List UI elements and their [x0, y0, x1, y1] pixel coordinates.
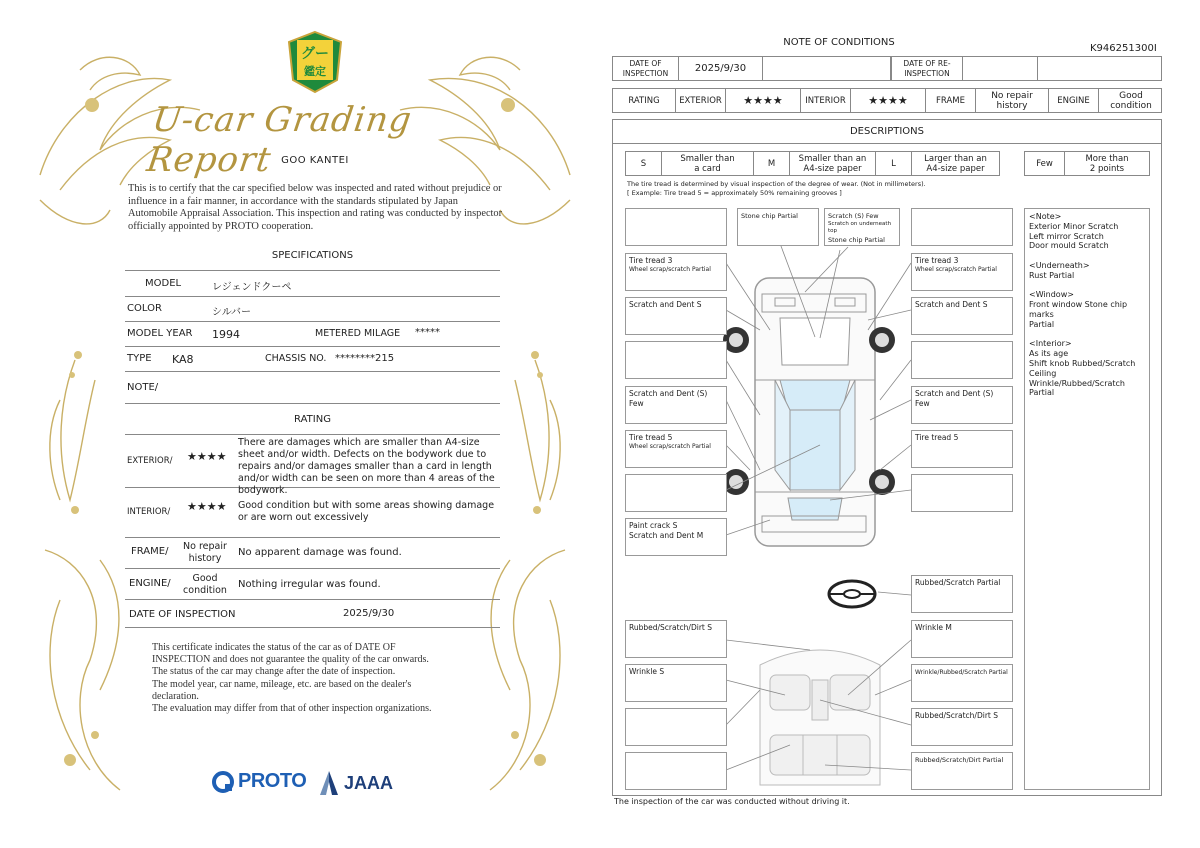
note-line: Ceiling — [1029, 368, 1057, 378]
note-spacer — [1029, 251, 1145, 261]
note-box-empty — [625, 208, 727, 246]
note-box-scratch-dent-few-left — [625, 386, 727, 424]
rating-row-exterior — [125, 436, 500, 496]
note-label: NOTE/ — [127, 382, 159, 393]
bottom-note: The inspection of the car was conducted without driving it. — [614, 797, 850, 806]
box-text: Tire tread 5 — [629, 433, 673, 442]
note-box-ceiling — [911, 620, 1013, 658]
box-subtext: Wheel scrap/scratch Partial — [915, 266, 997, 273]
tire-note-line: The tire tread is determined by visual inspection of the degree of wear. (Not in millimeters). — [627, 180, 926, 188]
rating-row-engine — [125, 569, 500, 600]
box-subtext: Wheel scrap/scratch Partial — [629, 266, 711, 273]
box-subtext: Scratch on underneath top — [828, 221, 892, 234]
notes-panel — [1024, 208, 1150, 790]
svg-text:グー: グー — [301, 46, 329, 62]
legend-key-l: L — [876, 152, 912, 175]
exterior-stars: ★★★★ — [726, 89, 801, 112]
box-text: Tire tread 3 — [915, 256, 959, 265]
frame-value: No repair history — [976, 89, 1049, 112]
note-line: Left mirror Scratch — [1029, 231, 1104, 241]
interior-stars: ★★★★ — [851, 89, 926, 112]
interior-label: INTERIOR/ — [127, 507, 171, 517]
engine-label: ENGINE/ — [129, 578, 171, 589]
box-text: Wrinkle/Rubbed/Scratch Partial — [915, 669, 1008, 676]
goo-kantei-logo — [285, 30, 345, 95]
note-box-empty — [625, 708, 727, 746]
note-line: <Window> — [1029, 290, 1074, 300]
mileage-label: METERED MILAGE — [315, 328, 401, 339]
certificate-subtitle: GOO KANTEI — [281, 155, 349, 166]
specifications-heading: SPECIFICATIONS — [271, 250, 354, 261]
note-line: Front window Stone chip marks — [1029, 300, 1128, 319]
legend-key-few: Few — [1025, 152, 1065, 175]
legend-text-l: Larger than an A4-size paper — [924, 153, 987, 174]
note-box-front-seat — [625, 664, 727, 702]
reinspection-label: DATE OF RE-INSPECTION — [891, 57, 963, 80]
note-line: <Note> — [1029, 212, 1062, 221]
frame-description: No apparent damage was found. — [238, 547, 402, 558]
legend-key-m: M — [754, 152, 790, 175]
note-box-tire-rear-left — [625, 430, 727, 468]
spec-row-color — [125, 297, 500, 322]
box-text: Rubbed/Scratch/Dirt Partial — [915, 756, 1004, 764]
date-label: DATE OF INSPECTION — [129, 609, 236, 620]
interior-description: Good condition but with some areas showing damage or are worn out excessively — [238, 500, 495, 523]
box-text: Rubbed/Scratch Partial — [915, 578, 1001, 587]
jaaa-icon — [318, 770, 340, 796]
chassis-value: ********215 — [335, 353, 395, 364]
footer-line: The model year, car name, mileage, etc. are based on the dealer's — [152, 678, 412, 690]
note-line: As its age — [1029, 349, 1069, 359]
proto-logo — [212, 770, 306, 793]
rating-row-frame — [125, 538, 500, 569]
box-text: Tire tread 5 — [915, 433, 959, 442]
date-value: 2025/9/30 — [343, 608, 395, 619]
rating-heading: RATING — [294, 414, 331, 425]
tire-note-line: [ Example: Tire tread 5 = approximately 50% remaining grooves ] — [627, 189, 842, 197]
exterior-description: There are damages which are smaller than A4-size sheet and/or width. Defects on the bodywork due to repairs and/or damages smaller than a card in length and/or width can be seen on more than 4 areas of the bodywork. — [238, 437, 495, 496]
note-box-scratch-dent-few-right — [911, 386, 1013, 424]
note-box-door-trim — [911, 664, 1013, 702]
box-text: Scratch and Dent (S) Few — [915, 389, 994, 408]
interior-label: INTERIOR — [801, 89, 851, 112]
legend-text-few: More than 2 points — [1085, 153, 1129, 174]
note-box-scratch-dent-right — [911, 297, 1013, 335]
box-text: Wrinkle M — [915, 623, 952, 632]
note-line: <Interior> — [1029, 339, 1072, 349]
spec-row-type — [125, 347, 500, 372]
rating-label: RATING — [613, 89, 676, 112]
jaaa-wordmark: JAAA — [344, 772, 394, 793]
box-text: Scratch and Dent S — [629, 300, 702, 309]
sheet-title: NOTE OF CONDITIONS — [783, 37, 895, 48]
box-text: Rubbed/Scratch/Dirt S — [915, 711, 998, 720]
mileage-value: ***** — [415, 327, 440, 338]
exterior-label: EXTERIOR/ — [127, 456, 173, 466]
note-box-empty — [625, 474, 727, 512]
footer-line: The status of the car may change after the date of inspection. — [152, 666, 396, 678]
legend-key-s: S — [626, 152, 662, 175]
exterior-label: EXTERIOR — [676, 89, 726, 112]
date-of-inspection-value: 2025/9/30 — [679, 57, 763, 80]
spec-row-note — [125, 372, 500, 404]
descriptions-heading: DESCRIPTIONS — [613, 120, 1161, 144]
note-line: Wrinkle/Rubbed/Scratch — [1029, 378, 1125, 388]
spec-row-year — [125, 322, 500, 347]
note-line: Partial — [1029, 388, 1055, 398]
frame-value: No repair history — [183, 541, 227, 564]
model-label: MODEL — [145, 278, 182, 289]
note-line: Exterior Minor Scratch — [1029, 221, 1119, 231]
note-box-empty — [625, 341, 727, 379]
engine-description: Nothing irregular was found. — [238, 579, 381, 590]
footer-line: INSPECTION and does not guarantee the quality of the car onwards. — [152, 654, 429, 666]
model-year-value: 1994 — [212, 328, 240, 341]
note-line: Rust Partial — [1029, 270, 1075, 280]
type-value: KA8 — [172, 353, 194, 366]
note-box-empty — [911, 474, 1013, 512]
chassis-label: CHASSIS NO. — [265, 353, 327, 364]
legend-text-s: Smaller than a card — [662, 152, 754, 175]
certificate-title: U-car Grading Report — [144, 100, 415, 180]
note-spacer — [1029, 281, 1145, 291]
color-label: COLOR — [127, 303, 162, 314]
box-text: Paint crack S — [629, 521, 678, 530]
note-box-stone-chip — [737, 208, 819, 246]
date-row — [125, 600, 500, 628]
box-text: Tire tread 3 — [629, 256, 673, 265]
note-line: Shift knob Rubbed/Scratch — [1029, 358, 1136, 368]
box-text: Wrinkle S — [629, 667, 665, 676]
engine-value: Good condition — [183, 573, 227, 596]
certificate-footer — [152, 642, 492, 715]
box-text: Stone chip Partial — [741, 212, 798, 220]
type-label: TYPE — [127, 353, 152, 364]
note-box-dashboard — [625, 620, 727, 658]
box-text: Scratch and Dent (S) Few — [629, 389, 708, 408]
engine-label: ENGINE — [1049, 89, 1099, 112]
proto-wordmark: PROTO — [238, 770, 307, 792]
box-text: Rubbed/Scratch/Dirt S — [629, 623, 712, 632]
note-box-empty — [911, 341, 1013, 379]
box-text: Scratch and Dent S — [915, 300, 988, 309]
footer-line: declaration. — [152, 690, 199, 702]
svg-text:鑑定: 鑑定 — [304, 65, 326, 78]
jaaa-logo — [318, 770, 393, 796]
note-box-rear — [625, 518, 727, 556]
note-box-tire-front-right — [911, 253, 1013, 291]
divider — [125, 270, 500, 271]
proto-icon — [212, 771, 234, 793]
footer-line: The evaluation may differ from that of other inspection organizations. — [152, 703, 432, 715]
spec-row-model — [125, 272, 500, 297]
note-box-scratch-dent-left — [625, 297, 727, 335]
model-value: レジェンドクーペ — [212, 282, 292, 293]
box-subtext: Wheel scrap/scratch Partial — [629, 443, 711, 450]
exterior-stars: ★★★★ — [187, 450, 227, 463]
note-box-rear-seat — [911, 752, 1013, 790]
interior-stars: ★★★★ — [187, 500, 227, 513]
note-spacer — [1029, 330, 1145, 340]
frame-label: FRAME — [926, 89, 976, 112]
certificate-intro: This is to certify that the car specified below was inspected and rated without prejudice or influence in a fair manner, in accordance with the standards stipulated by Japan Automobile Appraisal Association. This inspection and rating was conducted by inspector officially appointed by PROTO cooperation. — [128, 183, 503, 232]
rating-row-interior — [125, 488, 500, 538]
model-year-label: MODEL YEAR — [127, 328, 193, 339]
footer-line: This certificate indicates the status of the car as of DATE OF — [152, 642, 396, 653]
legend-text-m: Smaller than an A4-size paper — [790, 152, 876, 175]
color-value: シルバー — [212, 307, 252, 318]
frame-label: FRAME/ — [131, 546, 169, 557]
note-box-tire-front-left — [625, 253, 727, 291]
divider — [125, 434, 500, 435]
note-box-tire-rear-right — [911, 430, 1013, 468]
note-box-scratch-few — [824, 208, 900, 246]
note-box-steering — [911, 575, 1013, 613]
note-line: Partial — [1029, 319, 1055, 329]
sheet-ref: K946251300I — [1090, 43, 1157, 54]
box-text: Scratch (S) Few — [828, 212, 879, 220]
box-text: Scratch and Dent M — [629, 531, 704, 540]
date-of-inspection-label: DATE OF INSPECTION — [613, 57, 679, 80]
note-line: <Underneath> — [1029, 260, 1090, 270]
note-box-empty — [625, 752, 727, 790]
note-line: Door mould Scratch — [1029, 241, 1109, 251]
note-of-conditions-sheet — [600, 0, 1200, 848]
engine-value: Good condition — [1110, 90, 1152, 111]
note-box-empty — [911, 208, 1013, 246]
note-box-shift — [911, 708, 1013, 746]
box-text: Stone chip Partial — [828, 236, 885, 244]
